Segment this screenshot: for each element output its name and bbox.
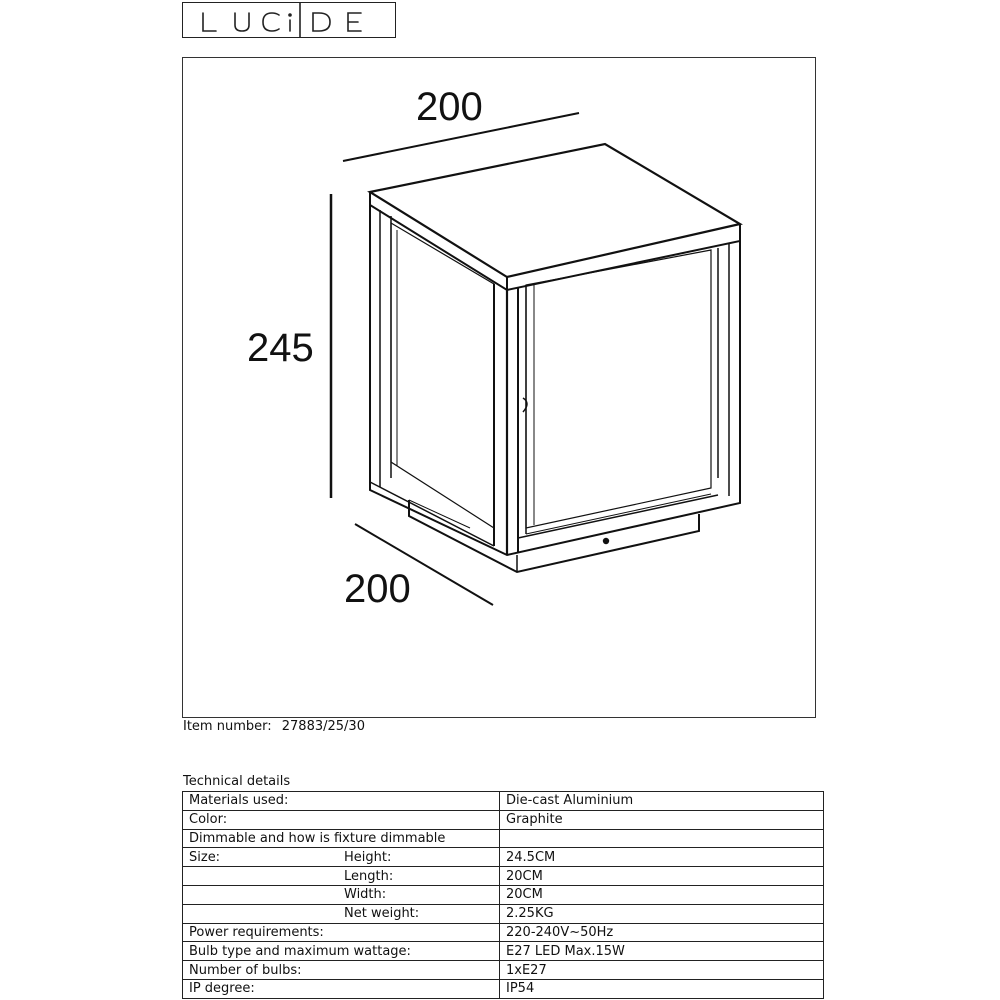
- tech-details-title: Technical details: [183, 774, 291, 789]
- spec-value: IP54: [500, 979, 824, 998]
- spec-label-cell: [183, 848, 500, 867]
- spec-sublabel: Width:: [344, 887, 387, 903]
- spec-value: 24.5CM: [500, 848, 824, 867]
- spec-value: Graphite: [500, 810, 824, 829]
- spec-label: IP degree:: [189, 981, 255, 997]
- spec-value: E27 LED Max.15W: [500, 942, 824, 961]
- dim-height-label: 245: [247, 326, 314, 370]
- item-number-label: Item number:: [183, 719, 272, 734]
- technical-drawing: [182, 57, 816, 718]
- spec-label: Color:: [189, 812, 228, 828]
- tech-details-table: [182, 791, 824, 999]
- table-row: [183, 961, 824, 980]
- spec-sublabel: Height:: [344, 849, 392, 865]
- spec-label: Number of bulbs:: [189, 962, 302, 978]
- spec-label: Power requirements:: [189, 924, 324, 940]
- spec-value: 2.25KG: [500, 904, 824, 923]
- spec-label: Dimmable and how is fixture dimmable: [189, 830, 446, 846]
- spec-value: 220-240V~50Hz: [500, 923, 824, 942]
- dim-depth-label: 200: [344, 567, 411, 611]
- spec-value: 20CM: [500, 867, 824, 886]
- spec-value: Die-cast Aluminium: [500, 792, 824, 811]
- spec-label: Bulb type and maximum wattage:: [189, 943, 411, 959]
- spec-value: [500, 829, 824, 848]
- spec-label-cell: [183, 867, 500, 886]
- table-row: [183, 942, 824, 961]
- spec-value: 1xE27: [500, 961, 824, 980]
- spec-label-cell: [183, 942, 500, 961]
- table-row: [183, 848, 824, 867]
- table-row: [183, 923, 824, 942]
- item-number-value: 27883/25/30: [281, 719, 365, 734]
- table-row: [183, 979, 824, 998]
- dim-top-label: 200: [416, 85, 483, 129]
- spec-label-cell: [183, 792, 500, 811]
- brand-logo: [182, 2, 396, 38]
- table-row: [183, 792, 824, 811]
- item-number: [183, 719, 365, 734]
- table-row: [183, 829, 824, 848]
- table-row: [183, 885, 824, 904]
- lantern-drawing: [183, 58, 817, 719]
- spec-label-cell: [183, 810, 500, 829]
- table-row: [183, 810, 824, 829]
- table-row: [183, 904, 824, 923]
- spec-label: Size:: [189, 849, 221, 865]
- spec-sublabel: Net weight:: [344, 906, 420, 922]
- spec-label: Materials used:: [189, 793, 289, 809]
- spec-label-cell: [183, 904, 500, 923]
- spec-label-cell: [183, 885, 500, 904]
- spec-value: 20CM: [500, 885, 824, 904]
- spec-label-cell: [183, 961, 500, 980]
- spec-label-cell: [183, 979, 500, 998]
- logo-wordmark: [183, 3, 397, 39]
- spec-label-cell: [183, 923, 500, 942]
- table-row: [183, 867, 824, 886]
- spec-sublabel: Length:: [344, 868, 394, 884]
- spec-label-cell: [183, 829, 500, 848]
